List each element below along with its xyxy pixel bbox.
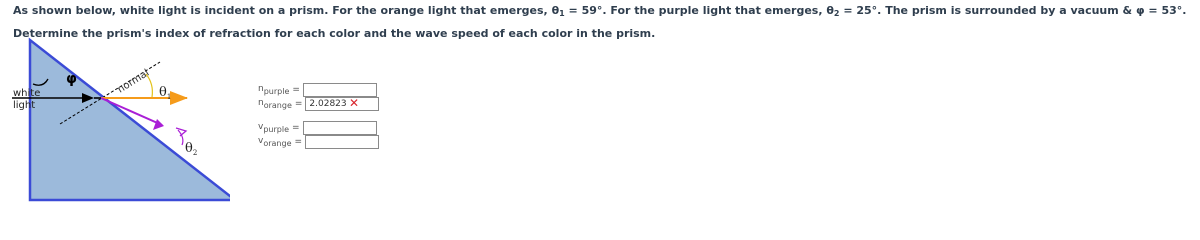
normal-label: normal [115, 67, 152, 96]
n-orange-input[interactable]: 2.02823 [305, 97, 379, 111]
v-purple-label: $v_{purple}$ [258, 122, 289, 134]
theta1-label [159, 85, 171, 101]
n-purple-input[interactable] [303, 83, 377, 97]
theta2-subscript: 2 [833, 9, 840, 18]
problem-text-3: = 25°. The prism is surrounded by a vacuum & φ = 53°. Determine the prism's index of refraction for each color and the wave speed of each color in the prism. [13, 4, 1187, 40]
equals-sign: = [292, 123, 300, 133]
v-orange-label: $v_{orange}$ [258, 136, 292, 148]
theta2-angle-arc [178, 130, 183, 145]
n-purple-label: $n_{purple}$ [258, 84, 290, 96]
v-orange-row [258, 135, 379, 149]
prism [30, 40, 230, 200]
v-purple-row [258, 121, 377, 135]
equals-sign: = [292, 85, 300, 95]
light-label: light [13, 100, 36, 111]
v-purple-input[interactable] [303, 121, 377, 135]
n-orange-row [258, 97, 379, 111]
n-orange-label: $n_{orange}$ [258, 98, 292, 110]
v-orange-input[interactable] [305, 135, 379, 149]
theta1-sub: 1 [166, 93, 172, 101]
white-label: white [13, 88, 41, 99]
theta2-sub: 2 [192, 149, 198, 157]
problem-text-2: = 59°. For the purple light that emerges, θ [564, 4, 834, 17]
theta1-subscript: 1 [559, 9, 565, 18]
theta2-arrow-hint [176, 128, 186, 136]
phi-label: φ [66, 71, 77, 87]
theta1-symbol: θ [159, 85, 167, 100]
theta2-label [185, 141, 197, 157]
incorrect-icon: ✕ [349, 96, 360, 110]
theta2-symbol: θ [185, 141, 193, 156]
problem-text-1: As shown below, white light is incident on a prism. For the orange light that emerges, θ [13, 4, 560, 17]
equals-sign: = [294, 99, 303, 109]
equals-sign: = [294, 137, 303, 147]
prism-figure [0, 36, 230, 204]
purple-arrowhead [153, 119, 164, 130]
n-purple-row [258, 83, 377, 97]
